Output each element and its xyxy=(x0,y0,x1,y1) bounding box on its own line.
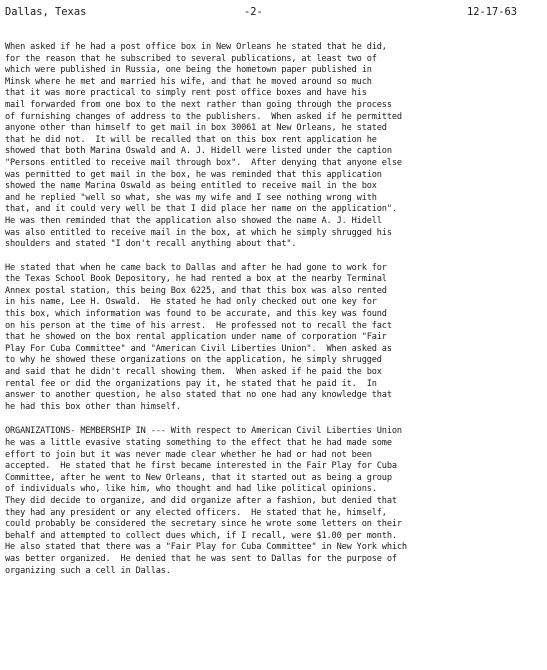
text-line: of furnishing changes of address to the publishers. When asked if he permitted xyxy=(5,111,402,122)
text-line: and said that he didn't recall showing them. When asked if he paid the box xyxy=(5,367,382,378)
header-date: 12-17-63 xyxy=(466,6,517,18)
text-line: answer to another question, he also stated that no one had any knowledge that xyxy=(5,390,392,401)
paragraph-post-office-box-new-orleans xyxy=(5,42,541,251)
text-line: rental fee or did the organizations pay it, he stated that he paid it. In xyxy=(5,378,377,389)
text-line: anyone other than himself to get mail in box 30061 at New Orleans, he stated xyxy=(5,123,387,134)
page-header xyxy=(5,6,541,20)
text-line: which were published in Russia, one being the hometown paper published in xyxy=(5,65,372,76)
text-line: behalf and attempted to collect dues which, if I recall, were $1.00 per month. xyxy=(5,530,397,541)
text-line: to why he showed these organizations on the application, he simply shrugged xyxy=(5,355,382,366)
text-line: he had this box other than himself. xyxy=(5,401,181,412)
text-line: He stated that when he came back to Dallas and after he had gone to work for xyxy=(5,262,387,273)
text-line: accepted. He stated that he first became interested in the Fair Play for Cuba xyxy=(5,461,397,472)
text-line: this box, which information was found to be accurate, and this key was found xyxy=(5,309,387,320)
header-location: Dallas, Texas xyxy=(5,6,87,18)
text-line: mail forwarded from one box to the next rather than going through the process xyxy=(5,99,392,110)
text-line: that he showed on the box rental application under name of corporation "Fair xyxy=(5,332,387,343)
text-line: and he replied "well so what, she was my wife and I see nothing wrong with xyxy=(5,192,377,203)
text-line: organizing such a cell in Dallas. xyxy=(5,565,171,576)
page-number: -2- xyxy=(244,6,263,18)
text-line: in his name, Lee H. Oswald. He stated he had only checked out one key for xyxy=(5,297,377,308)
text-line: was also entitled to receive mail in the box, at which he simply shrugged his xyxy=(5,227,392,238)
text-line: Annex postal station, this being Box 6225, and that this box was also rented xyxy=(5,285,387,296)
text-line: that, and it could very well be that I did place her name on the application". xyxy=(5,204,397,215)
text-line: he was a little evasive stating something to the effect that he had made some xyxy=(5,438,392,448)
text-line: effort to join but it was never made clear whether he had or had not been xyxy=(5,449,372,460)
text-line: Minsk where he met and married his wife, and that he moved around so much xyxy=(5,76,372,87)
text-line: When asked if he had a post office box in New Orleans he stated that he did, xyxy=(5,42,387,52)
text-line: Committee, after he went to New Orleans, that it started out as being a group xyxy=(5,472,392,483)
text-line: was better organized. He denied that he was sent to Dallas for the purpose of xyxy=(5,553,397,564)
text-line: could probably be considered the secretary since he wrote some letters on their xyxy=(5,519,402,530)
text-line: Play For Cuba Committee" and "American Civil Liberties Union". When asked as xyxy=(5,343,392,354)
text-line: that it was more practical to simply rent post office boxes and have his xyxy=(5,88,367,99)
text-line: they had any president or any elected officers. He stated that he, himself, xyxy=(5,507,387,518)
text-line: He was then reminded that the application also showed the name A. J. Hidell xyxy=(5,215,382,226)
text-line: He also stated that there was a "Fair Play for Cuba Committee" in New York which xyxy=(5,542,407,553)
text-line: shoulders and stated "I don't recall anything about that". xyxy=(5,239,297,250)
text-line: showed that both Marina Oswald and A. J. Hidell were listed under the caption xyxy=(5,146,392,157)
text-line: that he did not. It will be recalled that on this box rent application he xyxy=(5,134,377,145)
text-line: the Texas School Book Depository, he had rented a box at the nearby Terminal xyxy=(5,274,387,285)
text-line: on his person at the time of his arrest. He professed not to recall the fact xyxy=(5,320,392,331)
paragraph-organizations-membership xyxy=(5,426,541,577)
text-line: showed the name Marina Oswald as being entitled to receive mail in the box xyxy=(5,181,377,192)
text-line: They did decide to organize, and did organize after a fashion, but denied that xyxy=(5,495,397,506)
text-line: of individuals who, like him, who thought and had like political opinions. xyxy=(5,484,377,495)
paragraph-dallas-box-6225 xyxy=(5,263,541,414)
text-line: for the reason that he subscribed to several publications, at least two of xyxy=(5,53,377,64)
text-line: "Persons entitled to receive mail through box". After denying that anyone else xyxy=(5,157,402,168)
text-line: ORGANIZATIONS- MEMBERSHIP IN --- With respect to American Civil Liberties Union xyxy=(5,426,402,437)
text-line: was permitted to get mail in the box, he was reminded that this application xyxy=(5,169,382,180)
